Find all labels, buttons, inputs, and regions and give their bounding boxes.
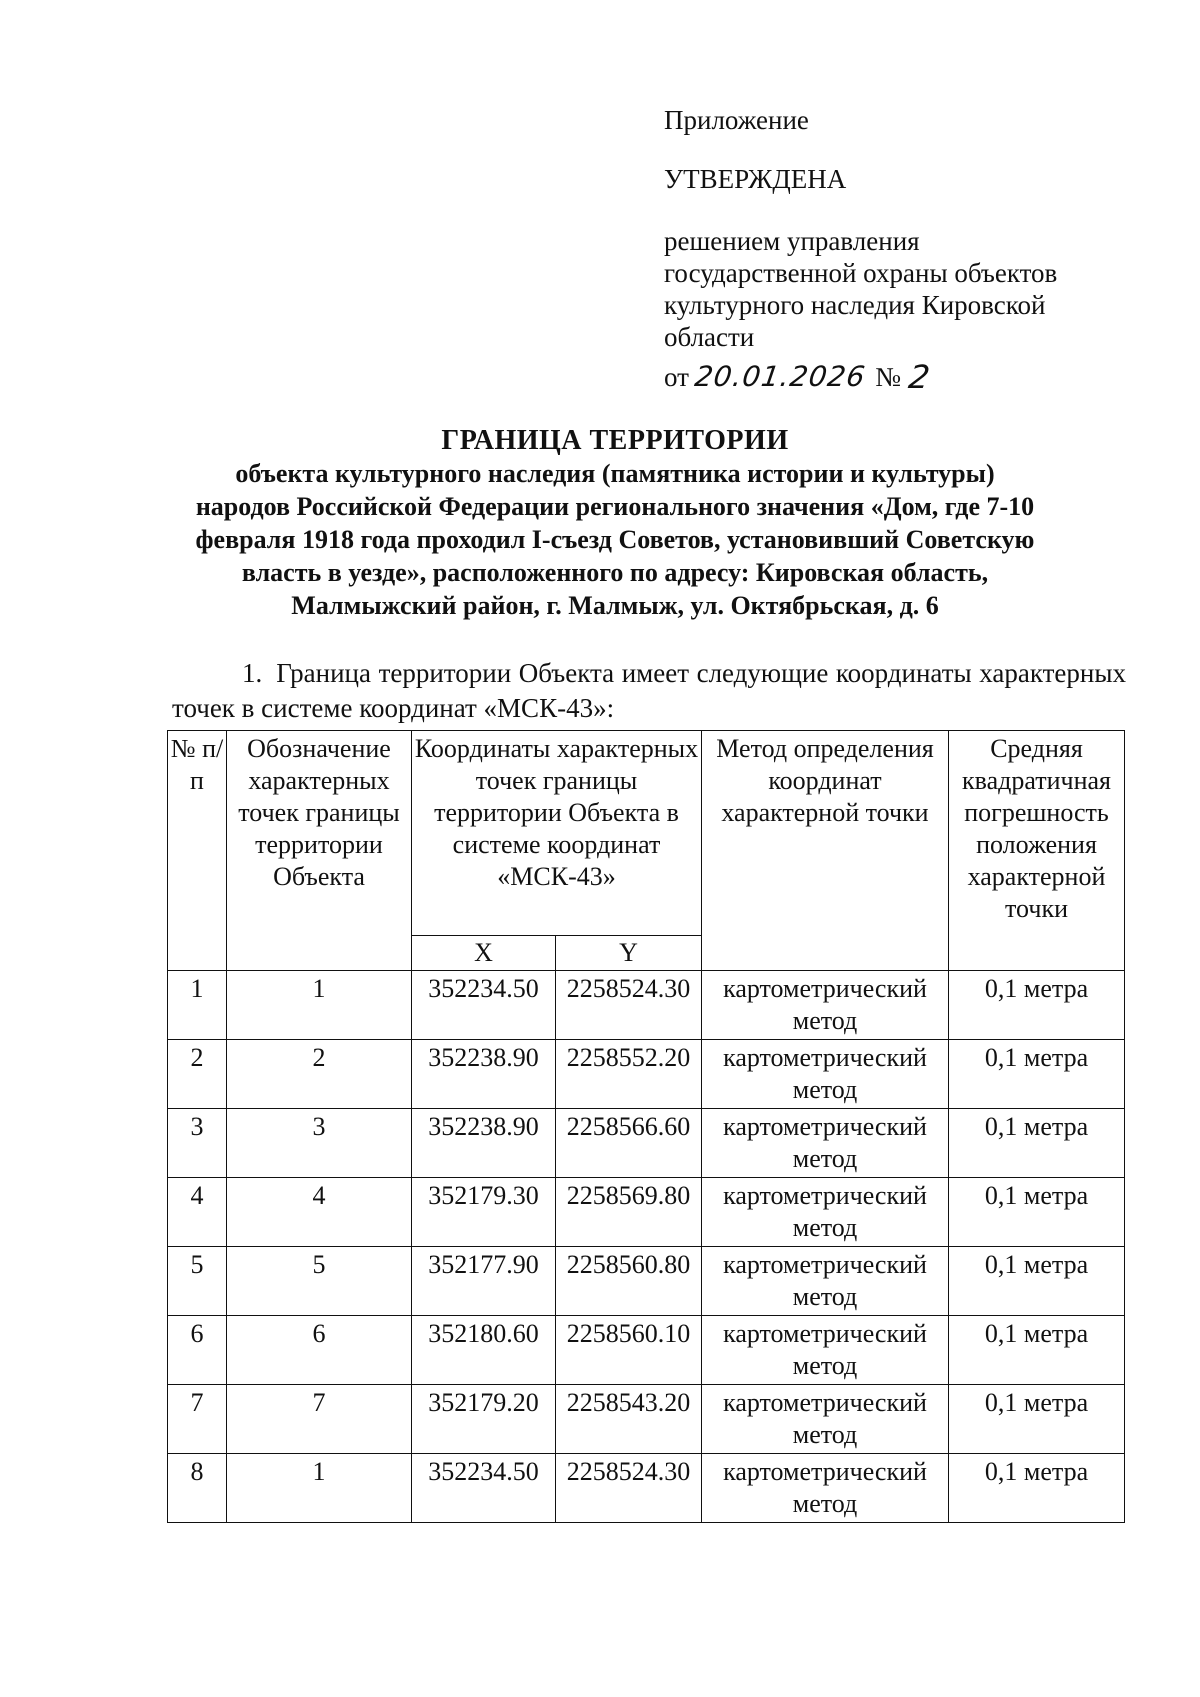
table-row	[168, 1316, 1125, 1385]
title-main: ГРАНИЦА ТЕРРИТОРИИ	[441, 425, 789, 456]
handwritten-date: 20.01.2026	[692, 360, 868, 393]
cell-error: 0,1 метра	[949, 1454, 1125, 1523]
handwritten-number: 2	[906, 358, 934, 396]
header-num: № п/п	[168, 731, 227, 971]
title-line: Малмыжский район, г. Малмыж, ул. Октябрьская, д. 6	[291, 591, 939, 620]
cell-x: 352234.50	[412, 971, 556, 1040]
cell-method: картометрический метод	[702, 1109, 949, 1178]
cell-y: 2258543.20	[556, 1385, 702, 1454]
cell-method: картометрический метод	[702, 1385, 949, 1454]
cell-method: картометрический метод	[702, 1316, 949, 1385]
table-row	[168, 1385, 1125, 1454]
cell-point: 1	[227, 971, 412, 1040]
table-row	[168, 1109, 1125, 1178]
cell-x: 352177.90	[412, 1247, 556, 1316]
document-title	[150, 424, 1080, 622]
cell-y: 2258524.30	[556, 971, 702, 1040]
decree-line: области	[664, 322, 755, 352]
cell-num: 3	[168, 1109, 227, 1178]
table-row	[168, 1178, 1125, 1247]
cell-point: 3	[227, 1109, 412, 1178]
cell-point: 7	[227, 1385, 412, 1454]
title-line: народов Российской Федерации регионального значения «Дом, где 7-10	[195, 492, 1035, 521]
cell-x: 352238.90	[412, 1040, 556, 1109]
cell-method: картометрический метод	[702, 1178, 949, 1247]
table-header-row	[168, 731, 1125, 936]
cell-num: 2	[168, 1040, 227, 1109]
cell-point: 6	[227, 1316, 412, 1385]
header-designation: Обозначение характерных точек границы территории Объекта	[227, 731, 412, 971]
cell-num: 6	[168, 1316, 227, 1385]
cell-error: 0,1 метра	[949, 1385, 1125, 1454]
cell-point: 5	[227, 1247, 412, 1316]
cell-num: 5	[168, 1247, 227, 1316]
cell-x: 352234.50	[412, 1454, 556, 1523]
decree-line: государственной охраны объектов	[664, 258, 1058, 288]
annex-label: Приложение	[664, 105, 809, 135]
cell-x: 352238.90	[412, 1109, 556, 1178]
cell-x: 352180.60	[412, 1316, 556, 1385]
decree-text	[664, 225, 1134, 353]
intro-paragraph	[172, 656, 1126, 726]
decree-dateline	[664, 353, 1134, 396]
cell-error: 0,1 метра	[949, 1316, 1125, 1385]
cell-num: 4	[168, 1178, 227, 1247]
cell-point: 2	[227, 1040, 412, 1109]
cell-error: 0,1 метра	[949, 1109, 1125, 1178]
cell-point: 4	[227, 1178, 412, 1247]
cell-point: 1	[227, 1454, 412, 1523]
cell-method: картометрический метод	[702, 1040, 949, 1109]
paragraph-number: 1.	[242, 658, 263, 688]
header-coords: Координаты характерных точек границы территории Объекта в системе координат «МСК-43»	[412, 731, 702, 936]
cell-method: картометрический метод	[702, 1247, 949, 1316]
cell-error: 0,1 метра	[949, 1040, 1125, 1109]
cell-num: 1	[168, 971, 227, 1040]
approved-label: УТВЕРЖДЕНА	[664, 164, 847, 194]
table-row	[168, 1247, 1125, 1316]
header-method: Метод определения координат характерной точки	[702, 731, 949, 971]
cell-y: 2258560.10	[556, 1316, 702, 1385]
header-y: Y	[556, 936, 702, 971]
cell-y: 2258524.30	[556, 1454, 702, 1523]
cell-method: картометрический метод	[702, 1454, 949, 1523]
cell-error: 0,1 метра	[949, 1178, 1125, 1247]
cell-y: 2258566.60	[556, 1109, 702, 1178]
header-x: X	[412, 936, 556, 971]
cell-y: 2258569.80	[556, 1178, 702, 1247]
cell-x: 352179.20	[412, 1385, 556, 1454]
cell-method: картометрический метод	[702, 971, 949, 1040]
title-line: февраля 1918 года проходил I-съезд Советов, установивший Советскую	[195, 525, 1035, 554]
cell-y: 2258552.20	[556, 1040, 702, 1109]
title-line: объекта культурного наследия (памятника истории и культуры)	[235, 459, 995, 488]
paragraph-text: Граница территории Объекта имеет следующие координаты характерных точек в системе координат «МСК-43»:	[172, 658, 1126, 723]
cell-x: 352179.30	[412, 1178, 556, 1247]
cell-error: 0,1 метра	[949, 1247, 1125, 1316]
decree-line: решением управления	[664, 226, 920, 256]
header-error: Средняя квадратичная погрешность положения характерной точки	[949, 731, 1125, 971]
table-row	[168, 971, 1125, 1040]
title-line: власть в уезде», расположенного по адресу: Кировская область,	[241, 558, 989, 587]
table-row	[168, 1040, 1125, 1109]
cell-error: 0,1 метра	[949, 971, 1125, 1040]
number-sign: №	[875, 362, 902, 392]
cell-y: 2258560.80	[556, 1247, 702, 1316]
table-row	[168, 1454, 1125, 1523]
cell-num: 8	[168, 1454, 227, 1523]
approval-block	[664, 104, 1134, 396]
date-prefix: от	[664, 362, 689, 392]
coordinates-table	[167, 730, 1125, 1523]
decree-line: культурного наследия Кировской	[664, 290, 1046, 320]
cell-num: 7	[168, 1385, 227, 1454]
